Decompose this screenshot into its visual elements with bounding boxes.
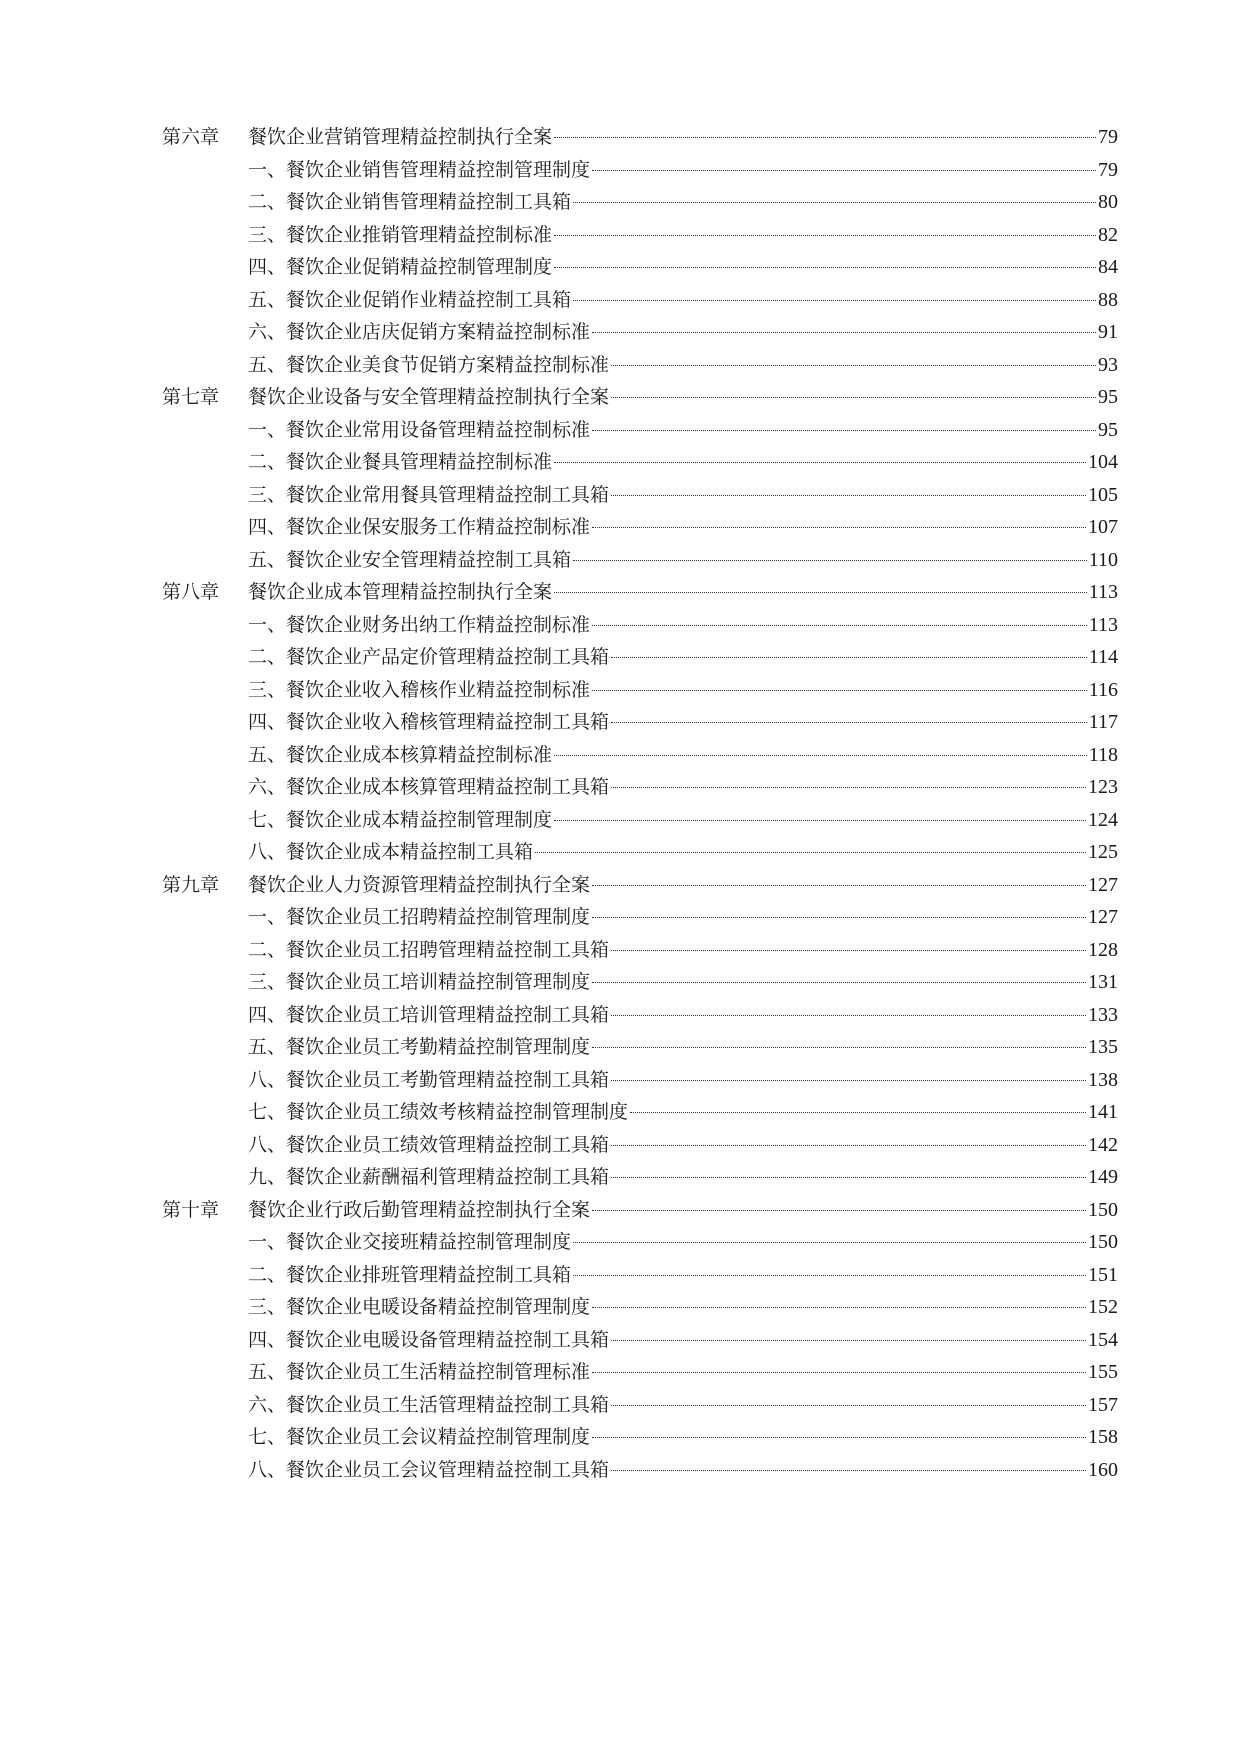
toc-entry-title: 三、餐饮企业推销管理精益控制标准 xyxy=(248,223,553,246)
toc-entry-title: 四、餐饮企业保安服务工作精益控制标准 xyxy=(248,516,591,538)
page-number: 104 xyxy=(1088,451,1118,473)
toc-entry-title: 八、餐饮企业员工绩效管理精益控制工具箱 xyxy=(248,1133,610,1156)
toc-section-entry[interactable] xyxy=(162,349,1118,382)
dot-leader xyxy=(592,1210,1086,1211)
dot-leader xyxy=(592,430,1096,431)
dot-leader xyxy=(554,235,1096,236)
page-number: 142 xyxy=(1088,1133,1118,1156)
toc-entry-title: 七、餐饮企业成本精益控制管理制度 xyxy=(248,808,553,831)
dot-leader xyxy=(611,495,1086,496)
toc-chapter-entry[interactable] xyxy=(162,121,1118,154)
page-number: 157 xyxy=(1088,1393,1118,1416)
page-number: 155 xyxy=(1088,1361,1118,1383)
page-number: 125 xyxy=(1088,841,1118,863)
chapter-number: 第九章 xyxy=(162,873,220,896)
dot-leader xyxy=(535,852,1086,853)
toc-section-entry[interactable] xyxy=(162,316,1118,349)
toc-entry-title: 六、餐饮企业员工生活管理精益控制工具箱 xyxy=(248,1393,610,1416)
page-number: 123 xyxy=(1088,776,1118,798)
toc-section-entry[interactable] xyxy=(162,154,1118,187)
dot-leader xyxy=(611,397,1096,398)
dot-leader xyxy=(611,657,1087,658)
toc-section-entry[interactable] xyxy=(162,1259,1118,1292)
page-number: 114 xyxy=(1088,646,1118,668)
dot-leader xyxy=(611,365,1096,366)
chapter-number: 第六章 xyxy=(162,126,220,148)
dot-leader xyxy=(611,787,1086,788)
toc-section-entry[interactable] xyxy=(162,1356,1118,1389)
page-number: 151 xyxy=(1088,1263,1118,1286)
toc-section-entry[interactable] xyxy=(162,901,1118,934)
toc-entry-title: 三、餐饮企业电暖设备精益控制管理制度 xyxy=(248,1296,591,1318)
toc-section-entry[interactable] xyxy=(162,511,1118,544)
dot-leader xyxy=(573,1242,1086,1243)
toc-entry-title: 二、餐饮企业餐具管理精益控制标准 xyxy=(248,451,553,473)
page-number: 141 xyxy=(1088,1101,1118,1123)
toc-entry-title: 五、餐饮企业促销作业精益控制工具箱 xyxy=(248,288,572,311)
page-number: 133 xyxy=(1088,1003,1118,1026)
toc-section-entry[interactable] xyxy=(162,1291,1118,1324)
dot-leader xyxy=(554,267,1096,268)
toc-entry-title: 五、餐饮企业成本核算精益控制标准 xyxy=(248,743,553,766)
page-number: 118 xyxy=(1088,743,1118,766)
toc-section-entry[interactable] xyxy=(162,1324,1118,1357)
toc-chapter-entry[interactable] xyxy=(162,869,1118,902)
toc-section-entry[interactable] xyxy=(162,706,1118,739)
page-number: 158 xyxy=(1088,1426,1118,1448)
toc-entry-title: 二、餐饮企业销售管理精益控制工具箱 xyxy=(248,191,572,213)
toc-section-entry[interactable] xyxy=(162,674,1118,707)
page-number: 95 xyxy=(1098,386,1118,408)
dot-leader xyxy=(592,332,1096,333)
page-number: 80 xyxy=(1098,191,1118,213)
dot-leader xyxy=(611,1177,1086,1178)
toc-entry-title: 五、餐饮企业员工考勤精益控制管理制度 xyxy=(248,1036,591,1058)
toc-entry-title: 三、餐饮企业常用餐具管理精益控制工具箱 xyxy=(248,483,610,506)
dot-leader xyxy=(554,755,1087,756)
toc-section-entry[interactable] xyxy=(162,966,1118,999)
page-number: 91 xyxy=(1098,321,1118,343)
dot-leader xyxy=(554,820,1086,821)
toc-entry-title: 四、餐饮企业收入稽核管理精益控制工具箱 xyxy=(248,711,610,733)
toc-section-entry[interactable] xyxy=(162,446,1118,479)
toc-section-entry[interactable] xyxy=(162,836,1118,869)
page-number: 127 xyxy=(1088,906,1118,928)
toc-section-entry[interactable] xyxy=(162,284,1118,317)
page-number: 127 xyxy=(1088,873,1118,896)
dot-leader xyxy=(592,1307,1086,1308)
page-number: 154 xyxy=(1088,1328,1118,1351)
toc-entry-title: 五、餐饮企业美食节促销方案精益控制标准 xyxy=(248,353,610,376)
toc-section-entry[interactable] xyxy=(162,1064,1118,1097)
page-number: 135 xyxy=(1088,1036,1118,1058)
dot-leader xyxy=(592,982,1086,983)
dot-leader xyxy=(611,1145,1086,1146)
toc-entry-title: 四、餐饮企业促销精益控制管理制度 xyxy=(248,256,553,278)
page-number: 110 xyxy=(1088,548,1118,571)
toc-section-entry[interactable] xyxy=(162,1129,1118,1162)
page-number: 116 xyxy=(1088,678,1118,701)
toc-entry-title: 八、餐饮企业成本精益控制工具箱 xyxy=(248,841,534,863)
page-number: 138 xyxy=(1088,1068,1118,1091)
toc-entry-title: 八、餐饮企业员工会议管理精益控制工具箱 xyxy=(248,1458,610,1481)
toc-entry-title: 餐饮企业行政后勤管理精益控制执行全案 xyxy=(248,1198,591,1221)
dot-leader xyxy=(592,170,1096,171)
dot-leader xyxy=(592,1372,1086,1373)
toc-entry-title: 六、餐饮企业成本核算管理精益控制工具箱 xyxy=(248,776,610,798)
toc-entry-title: 一、餐饮企业交接班精益控制管理制度 xyxy=(248,1231,572,1253)
toc-section-entry[interactable] xyxy=(162,641,1118,674)
toc-section-entry[interactable] xyxy=(162,544,1118,577)
dot-leader xyxy=(611,1015,1086,1016)
toc-entry-title: 五、餐饮企业员工生活精益控制管理标准 xyxy=(248,1361,591,1383)
page-number: 82 xyxy=(1098,223,1118,246)
toc-section-entry[interactable] xyxy=(162,804,1118,837)
toc-entry-title: 餐饮企业成本管理精益控制执行全案 xyxy=(248,581,553,603)
toc-entry-title: 一、餐饮企业员工招聘精益控制管理制度 xyxy=(248,906,591,928)
dot-leader xyxy=(573,300,1096,301)
toc-entry-title: 五、餐饮企业安全管理精益控制工具箱 xyxy=(248,548,572,571)
toc-chapter-entry[interactable] xyxy=(162,1194,1118,1227)
page-number: 150 xyxy=(1088,1198,1118,1221)
page-number: 150 xyxy=(1088,1231,1118,1253)
dot-leader xyxy=(611,722,1087,723)
toc-section-entry[interactable] xyxy=(162,1096,1118,1129)
dot-leader xyxy=(592,527,1086,528)
toc-entry-title: 三、餐饮企业收入稽核作业精益控制标准 xyxy=(248,678,591,701)
toc-entry-title: 四、餐饮企业员工培训管理精益控制工具箱 xyxy=(248,1003,610,1026)
toc-entry-title: 二、餐饮企业排班管理精益控制工具箱 xyxy=(248,1263,572,1286)
chapter-number: 第八章 xyxy=(162,581,220,603)
toc-section-entry[interactable] xyxy=(162,251,1118,284)
toc-entry-title: 一、餐饮企业财务出纳工作精益控制标准 xyxy=(248,613,591,636)
toc-section-entry[interactable] xyxy=(162,934,1118,967)
dot-leader xyxy=(592,885,1086,886)
toc-entry-title: 一、餐饮企业销售管理精益控制管理制度 xyxy=(248,158,591,181)
toc-entry-title: 餐饮企业设备与安全管理精益控制执行全案 xyxy=(248,386,610,408)
toc-section-entry[interactable] xyxy=(162,1454,1118,1487)
toc-chapter-entry[interactable] xyxy=(162,381,1118,414)
dot-leader xyxy=(573,1275,1086,1276)
page-number: 95 xyxy=(1098,418,1118,441)
toc-section-entry[interactable] xyxy=(162,414,1118,447)
dot-leader xyxy=(611,950,1086,951)
page-number: 160 xyxy=(1088,1458,1118,1481)
dot-leader xyxy=(592,917,1086,918)
toc-section-entry[interactable] xyxy=(162,609,1118,642)
page-number: 149 xyxy=(1088,1166,1118,1188)
dot-leader xyxy=(573,202,1096,203)
toc-entry-title: 一、餐饮企业常用设备管理精益控制标准 xyxy=(248,418,591,441)
page-number: 128 xyxy=(1088,938,1118,961)
page-number: 79 xyxy=(1098,126,1118,148)
dot-leader xyxy=(592,690,1087,691)
toc-entry-title: 餐饮企业人力资源管理精益控制执行全案 xyxy=(248,873,591,896)
dot-leader xyxy=(592,625,1087,626)
toc-section-entry[interactable] xyxy=(162,479,1118,512)
toc-section-entry[interactable] xyxy=(162,1031,1118,1064)
page-number: 152 xyxy=(1088,1296,1118,1318)
page-number: 117 xyxy=(1088,711,1118,733)
toc-section-entry[interactable] xyxy=(162,186,1118,219)
toc-section-entry[interactable] xyxy=(162,1226,1118,1259)
toc-entry-title: 餐饮企业营销管理精益控制执行全案 xyxy=(248,126,553,148)
toc-section-entry[interactable] xyxy=(162,1389,1118,1422)
page-number: 107 xyxy=(1088,516,1118,538)
page-number: 124 xyxy=(1088,808,1118,831)
toc-entry-title: 七、餐饮企业员工绩效考核精益控制管理制度 xyxy=(248,1101,629,1123)
dot-leader xyxy=(611,1340,1086,1341)
toc-chapter-entry[interactable] xyxy=(162,576,1118,609)
dot-leader xyxy=(611,1080,1086,1081)
toc-entry-title: 七、餐饮企业员工会议精益控制管理制度 xyxy=(248,1426,591,1448)
toc-section-entry[interactable] xyxy=(162,999,1118,1032)
chapter-number: 第十章 xyxy=(162,1198,220,1221)
dot-leader xyxy=(554,592,1087,593)
page-number: 113 xyxy=(1088,613,1118,636)
dot-leader xyxy=(554,137,1096,138)
toc-entry-title: 九、餐饮企业薪酬福利管理精益控制工具箱 xyxy=(248,1166,610,1188)
page-number: 84 xyxy=(1098,256,1118,278)
dot-leader xyxy=(573,560,1087,561)
dot-leader xyxy=(592,1047,1086,1048)
dot-leader xyxy=(554,462,1086,463)
page-number: 88 xyxy=(1098,288,1118,311)
dot-leader xyxy=(630,1112,1086,1113)
dot-leader xyxy=(611,1405,1086,1406)
toc-section-entry[interactable] xyxy=(162,1421,1118,1454)
toc-entry-title: 六、餐饮企业店庆促销方案精益控制标准 xyxy=(248,321,591,343)
chapter-number: 第七章 xyxy=(162,386,220,408)
toc-section-entry[interactable] xyxy=(162,1161,1118,1194)
dot-leader xyxy=(611,1470,1086,1471)
dot-leader xyxy=(592,1437,1086,1438)
page-number: 105 xyxy=(1088,483,1118,506)
toc-section-entry[interactable] xyxy=(162,219,1118,252)
toc-entry-title: 三、餐饮企业员工培训精益控制管理制度 xyxy=(248,971,591,993)
toc-section-entry[interactable] xyxy=(162,739,1118,772)
page-number: 79 xyxy=(1098,158,1118,181)
toc-section-entry[interactable] xyxy=(162,771,1118,804)
page-number: 113 xyxy=(1088,581,1118,603)
toc-entry-title: 二、餐饮企业员工招聘管理精益控制工具箱 xyxy=(248,938,610,961)
page-number: 93 xyxy=(1098,353,1118,376)
toc-entry-title: 二、餐饮企业产品定价管理精益控制工具箱 xyxy=(248,646,610,668)
page-number: 131 xyxy=(1088,971,1118,993)
toc-entry-title: 四、餐饮企业电暖设备管理精益控制工具箱 xyxy=(248,1328,610,1351)
table-of-contents xyxy=(162,121,1118,1486)
toc-entry-title: 八、餐饮企业员工考勤管理精益控制工具箱 xyxy=(248,1068,610,1091)
